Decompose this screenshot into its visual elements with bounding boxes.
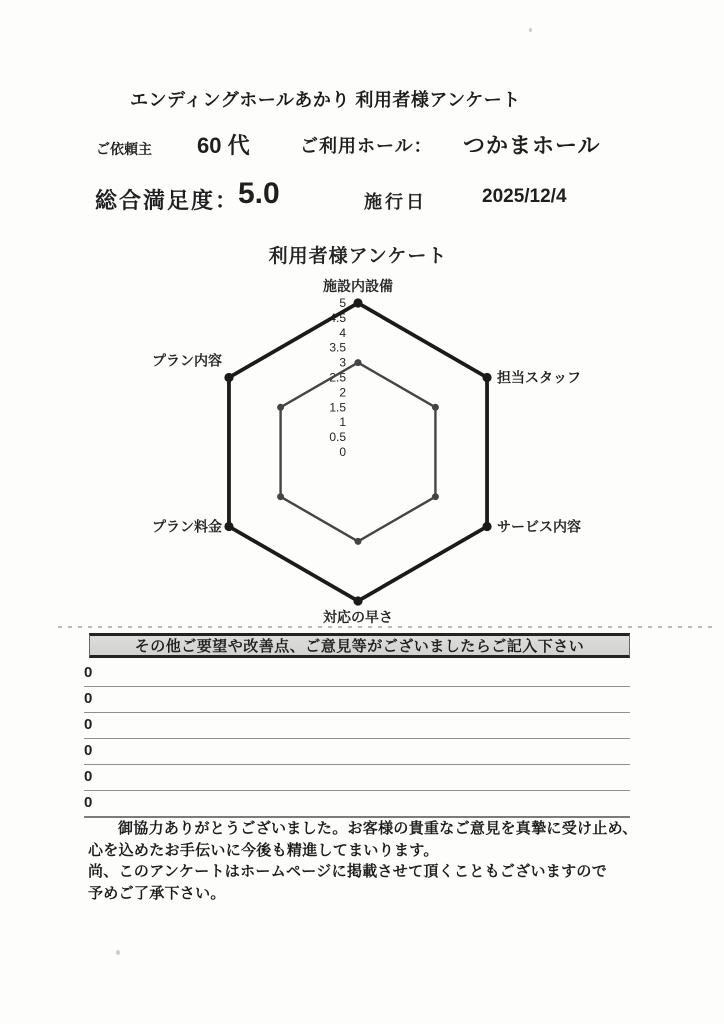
table-row: 0 bbox=[84, 765, 630, 791]
category-label: プラン料金 bbox=[151, 518, 222, 535]
radar-chart bbox=[120, 238, 600, 638]
radial-tick-label: 4.5 bbox=[329, 310, 346, 325]
comments-table-header: その他ご要望や改善点、ご意見等がございましたらご記入下さい bbox=[89, 633, 630, 658]
radial-tick-label: 3 bbox=[339, 355, 346, 370]
closing-message bbox=[88, 818, 658, 904]
radial-tick-label: 4 bbox=[339, 325, 346, 340]
scan-speck bbox=[116, 950, 120, 955]
hall-value: つかまホール bbox=[463, 133, 601, 158]
table-row: 0 bbox=[84, 661, 630, 687]
client-label: ご依頼主 bbox=[96, 141, 152, 157]
date-label: 施行日 bbox=[364, 192, 427, 212]
category-label: サービス内容 bbox=[497, 518, 582, 535]
category-label: 担当スタッフ bbox=[497, 369, 582, 386]
closing-line: 尚、このアンケートはホームページに掲載させて頂くこともございますので bbox=[88, 863, 608, 880]
closing-line: 予めご了承下さい。 bbox=[88, 884, 226, 902]
scan-artifact-line bbox=[58, 626, 713, 628]
data-point-marker bbox=[353, 298, 362, 307]
comments-table bbox=[84, 661, 630, 818]
chart-title: 利用者様アンケート bbox=[268, 246, 448, 267]
hall-label: ご利用ホール： bbox=[300, 136, 433, 156]
radial-tick-label: 1.5 bbox=[329, 400, 346, 415]
satisfaction-label: 総合満足度： bbox=[95, 188, 240, 213]
data-point-marker bbox=[277, 493, 284, 500]
date-value: 2025/12/4 bbox=[482, 186, 567, 207]
data-point-marker bbox=[432, 404, 439, 411]
radial-tick-label: 3.5 bbox=[329, 340, 346, 355]
radial-tick-label: 2.5 bbox=[329, 370, 346, 385]
closing-line: 御協力ありがとうございました。お客様の貴重なご意見を真摯に受け止め、 bbox=[118, 820, 638, 837]
closing-line: 心を込めたお手伝いに今後も精進してまいります。 bbox=[88, 841, 439, 859]
radar-series-polygon bbox=[281, 363, 436, 542]
category-label: プラン内容 bbox=[151, 352, 222, 369]
table-row: 0 bbox=[84, 791, 630, 818]
satisfaction-value: 5.0 bbox=[238, 177, 280, 210]
data-point-marker bbox=[432, 493, 439, 500]
document-title: エンディングホールあかり 利用者様アンケート bbox=[130, 90, 521, 110]
radial-tick-label: 5 bbox=[339, 296, 346, 310]
category-label: 対応の早さ bbox=[323, 609, 393, 625]
radar-series-polygon bbox=[229, 303, 487, 601]
radial-tick-label: 0 bbox=[339, 445, 346, 459]
data-point-marker bbox=[482, 522, 491, 531]
data-point-marker bbox=[224, 522, 233, 531]
data-point-marker bbox=[355, 359, 362, 366]
category-label: 施設内設備 bbox=[323, 278, 393, 294]
scan-speck bbox=[529, 28, 532, 32]
radial-tick-label: 1 bbox=[339, 415, 346, 430]
client-value: 60 代 bbox=[197, 133, 250, 158]
table-row: 0 bbox=[84, 713, 630, 739]
data-point-marker bbox=[355, 538, 362, 545]
data-point-marker bbox=[353, 596, 362, 605]
table-row: 0 bbox=[84, 739, 630, 765]
radial-tick-label: 0.5 bbox=[329, 430, 346, 445]
radial-tick-label: 2 bbox=[339, 385, 346, 400]
data-point-marker bbox=[224, 373, 233, 382]
data-point-marker bbox=[482, 373, 491, 382]
data-point-marker bbox=[277, 404, 284, 411]
table-row: 0 bbox=[84, 687, 630, 713]
